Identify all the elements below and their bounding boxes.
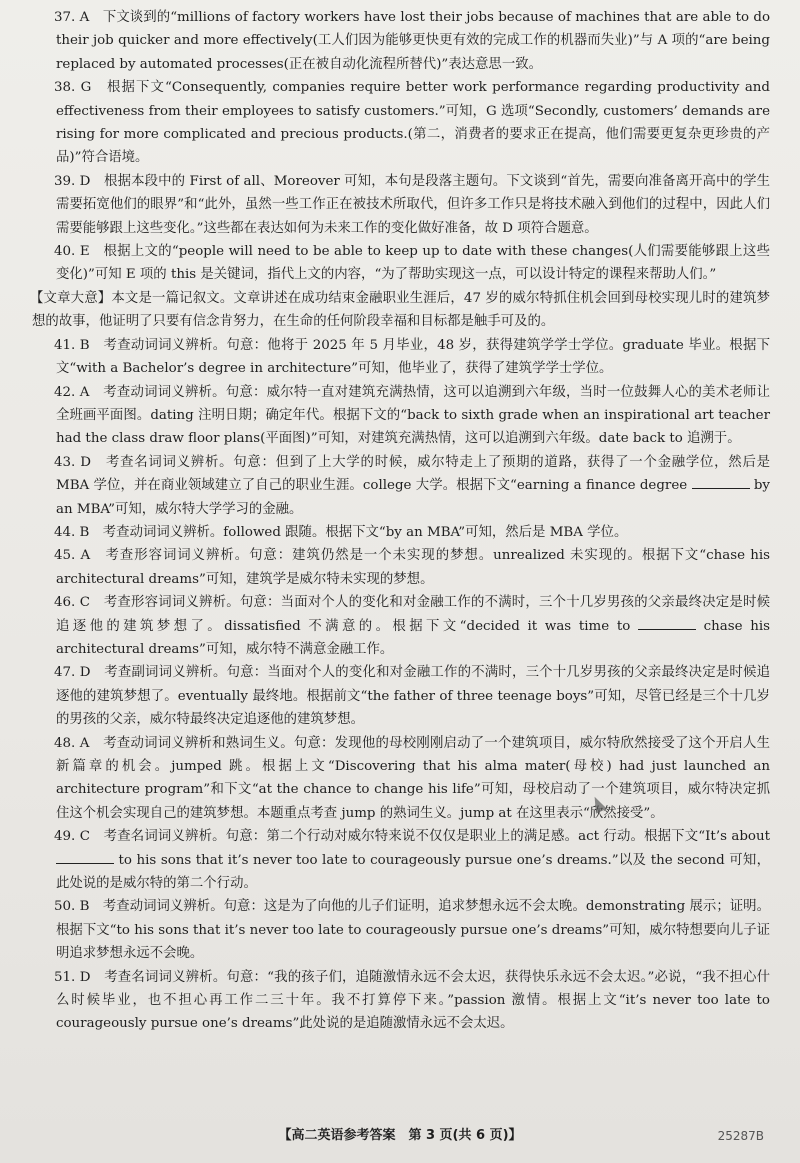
page-footer: 【高二英语参考答案 第 3 页(共 6 页)】 <box>278 1128 522 1143</box>
answer-45: 45. A 考查形容词词义辨析。句意：建筑仍然是一个未实现的梦想。unrealized 未实现的。根据下文“chase his architectural dreams”可知，建筑学是威尔特未实现的梦想。 <box>54 548 770 587</box>
answer-46 <box>56 591 770 661</box>
exam-code: 25287B <box>717 1129 764 1143</box>
fill-blank <box>638 617 696 630</box>
answer-43 <box>56 451 770 521</box>
answer-48: 48. A 考查动词词义辨析和熟词生义。句意：发现他的母校刚刚启动了一个建筑项目，威尔特欣然接受了这个开启人生新篇章的机会。jumped 跳。根据上文“Discovering that his alma mater(母校) had just launched an architecture program”和下文“at the chance to change his life”可知，母校启动了一个建筑项目，威尔特决定抓住这个机会实现自己的建筑梦想。本题重点考查 jump 的熟词生义。jump at 在这里表示“欣然接受”。 <box>54 735 770 821</box>
answer-49-post: to his sons that it’s never too late to courageously pursue one’s dreams.”以及 the second 可知，此处说的是威尔特的第二个行动。 <box>56 852 770 892</box>
answer-50: 50. B 考查动词词义辨析。句意：这是为了向他的儿子们证明，追求梦想永远不会太晚。demonstrating 展示；证明。根据下文“to his sons that it’s never too late to courageously pursue one’s dreams”可知，威尔特想要向儿子证明追求梦想永远不会晚。 <box>54 899 770 962</box>
answer-43-pre: 43. D 考查名词词义辨析。句意：但到了上大学的时候，威尔特走上了预期的道路，获得了一个金融学位，然后是 MBA 学位，并在商业领域建立了自己的职业生涯。college 大学。根据下文“earning a finance degree <box>54 454 770 494</box>
answer-44: 44. B 考查动词词义辨析。followed 跟随。根据下文“by an MBA”可知，然后是 MBA 学位。 <box>54 524 628 540</box>
answer-41: 41. B 考查动词词义辨析。句意：他将于 2025 年 5 月毕业，48 岁，获得建筑学学士学位。graduate 毕业。根据下文“with a Bachelor’s degree in architecture”可知，他毕业了，获得了建筑学学士学位。 <box>54 337 770 377</box>
answer-39: 39. D 根据本段中的 First of all、Moreover 可知，本句是段落主题句。下文谈到“首先，需要向准备离开高中的学生需要拓宽他们的眼界”和“此外，虽然一些工作正在被技术所取代，但许多工作只是将技术融入到他们的过程中，因此人们需要能够跟上这些变化。”这些都在表达如何为未来工作的变化做好准备，故 D 项符合题意。 <box>54 173 770 236</box>
answer-46-pre: 46. C 考查形容词词义辨析。句意：当面对个人的变化和对金融工作的不满时，三个十几岁男孩的父亲最终决定是时候追逐他的建筑梦想了。dissatisfied 不满意的。根据下文“decided it was time to <box>54 595 770 634</box>
answer-46-post: chase his architectural dreams”可知，威尔特不满意金融工作。 <box>56 618 770 657</box>
answer-42: 42. A 考查动词词义辨析。句意：威尔特一直对建筑充满热情，这可以追溯到六年级，当时一位鼓舞人心的美术老师让全班画平面图。dating 注明日期；确定年代。根据下文的“back to sixth grade when an inspirational art teacher had the class draw floor plans(平面图)”可知，对建筑充满热情，这可以追溯到六年级。date back to 追溯于。 <box>54 384 770 447</box>
answer-38: 38. G 根据下文“Consequently, companies require better work performance regarding productivity and effectiveness from their employees to satisfy customers.”可知，G 选项“Secondly, customers’ demands are rising for more complicated and precious products.(第二，消费者的要求正在提高，他们需要更复杂更珍贵的产品)”符合语境。 <box>54 80 770 166</box>
answer-43-post: by an MBA”可知，威尔特大学学习的金融。 <box>56 478 771 517</box>
answer-49-pre: 49. C 考查名词词义辨析。句意：第二个行动对威尔特来说不仅仅是职业上的满足感。act 行动。根据下文“It’s about <box>54 829 770 845</box>
article-summary: 【文章大意】本文是一篇记叙文。文章讲述在成功结束金融职业生涯后，47 岁的威尔特抓住机会回到母校实现儿时的建筑梦想的故事，他证明了只要有信念肯努力，在生命的任何阶段幸福和目标都是触手可及的。 <box>30 290 770 330</box>
answer-49 <box>56 825 770 895</box>
answer-40: 40. E 根据上文的“people will need to be able to keep up to date with these changes(人们需要能够跟上这些变化)”可知 E 项的 this 是关键词，指代上文的内容，“为了帮助实现这一点，可以设计特定的课程来帮助人们。” <box>54 244 770 283</box>
answer-47: 47. D 考查副词词义辨析。句意：当面对个人的变化和对金融工作的不满时，三个十几岁男孩的父亲最终决定是时候追逐他的建筑梦想了。eventually 最终地。根据前文“the father of three teenage boys”可知，尽管已经是三个十几岁的男孩的父亲，威尔特最终决定追逐他的建筑梦想。 <box>54 665 770 728</box>
fill-blank <box>56 851 114 864</box>
answer-37: 37. A 下文谈到的“millions of factory workers have lost their jobs because of machines that are able to do their job quicker and more effectively(工人们因为能够更快更有效的完成工作的机器而失业)”与 A 项的“are being replaced by automated processes(正在被自动化流程所替代)”表达意思一致。 <box>54 10 770 72</box>
fill-blank <box>692 476 750 489</box>
answer-51: 51. D 考查名词词义辨析。句意：“我的孩子们，追随激情永远不会太迟，获得快乐永远不会太迟。”必说，“我不担心什么时候毕业，也不担心再工作二三十年。我不打算停下来。”passion 激情。根据上文“it’s never too late to courageously pursue one’s dreams”此处说的是追随激情永远不会太迟。 <box>54 969 770 1032</box>
